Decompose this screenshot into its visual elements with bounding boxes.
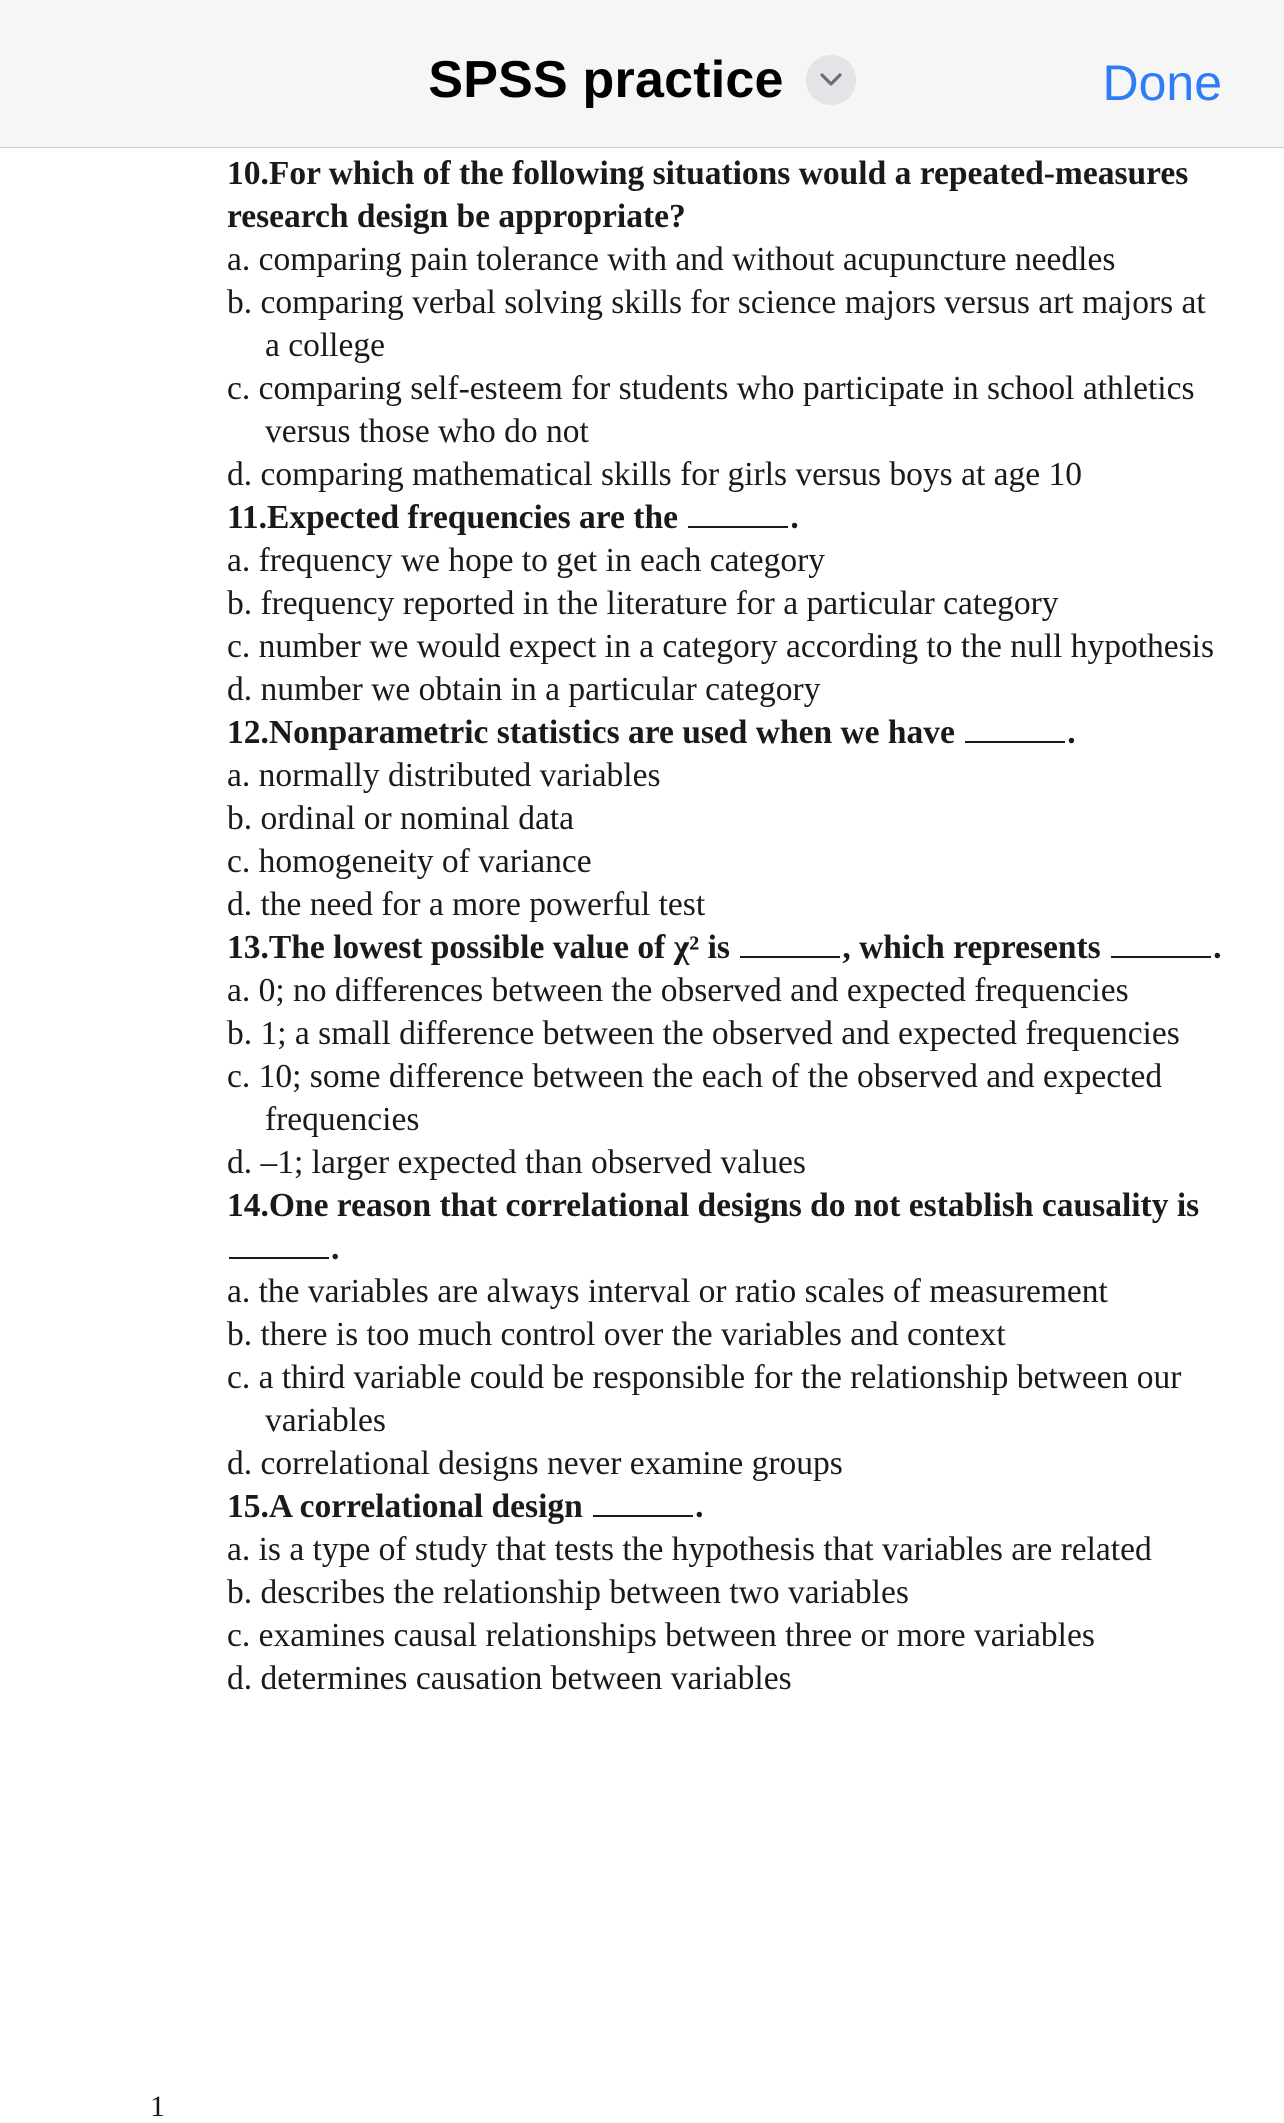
done-button[interactable]: Done	[1102, 55, 1222, 111]
question-prompt: 10.For which of the following situations would a repeated-measures research design be appropriate?	[227, 155, 1189, 235]
answer-option: b. ordinal or nominal data	[227, 800, 575, 837]
answer-option: c. homogeneity of variance	[227, 843, 592, 880]
answer-option: a. 0; no differences between the observed and expected frequencies	[227, 972, 1129, 1009]
answer-option: b. frequency reported in the literature for a particular category	[227, 585, 1059, 622]
question-15	[227, 1485, 1227, 1700]
question-prompt	[227, 926, 1227, 969]
question-prompt	[227, 1485, 1227, 1528]
answer-blank	[229, 1229, 329, 1259]
title-menu-button[interactable]	[806, 55, 856, 105]
prompt-text: 15.A correlational design	[227, 1488, 583, 1525]
answer-option: d. –1; larger expected than observed values	[227, 1144, 806, 1181]
question-11	[227, 496, 1227, 711]
question-13	[227, 926, 1227, 1184]
prompt-text: 11.Expected frequencies are the	[227, 499, 678, 536]
prompt-end: .	[695, 1488, 704, 1525]
top-navigation-bar	[0, 0, 1284, 148]
prompt-end: .	[790, 499, 799, 536]
answer-option: d. correlational designs never examine groups	[227, 1445, 843, 1482]
answer-option: c. examines causal relationships between three or more variables	[227, 1617, 1095, 1654]
answer-option: d. the need for a more powerful test	[227, 886, 706, 923]
prompt-text: 12.Nonparametric statistics are used when we have	[227, 714, 955, 751]
answer-blank	[740, 928, 840, 958]
question-10	[227, 152, 1227, 496]
answer-option: a. is a type of study that tests the hypothesis that variables are related	[227, 1531, 1152, 1568]
answer-option: c. number we would expect in a category according to the null hypothesis	[227, 628, 1215, 665]
answer-option: b. describes the relationship between two variables	[227, 1574, 909, 1611]
prompt-text: 14.One reason that correlational designs do not establish causality is	[227, 1187, 1200, 1224]
question-prompt	[227, 711, 1227, 754]
answer-blank	[593, 1487, 693, 1517]
answer-option: c. comparing self-esteem for students who participate in school athletics versus those who do not	[227, 370, 1195, 450]
answer-blank	[965, 713, 1065, 743]
page-number-partial: 1	[150, 2090, 165, 2123]
chevron-down-icon	[820, 73, 842, 87]
answer-option: c. a third variable could be responsible for the relationship between our variables	[227, 1359, 1182, 1439]
answer-option: a. comparing pain tolerance with and without acupuncture needles	[227, 241, 1116, 278]
document-content	[227, 152, 1227, 1700]
prompt-end: .	[1213, 929, 1222, 966]
prompt-text-middle: , which represents	[842, 929, 1101, 966]
answer-option: a. normally distributed variables	[227, 757, 661, 794]
answer-option: b. 1; a small difference between the observed and expected frequencies	[227, 1015, 1180, 1052]
answer-option: a. the variables are always interval or ratio scales of measurement	[227, 1273, 1108, 1310]
question-prompt	[227, 1184, 1227, 1270]
document-title[interactable]: SPSS practice	[428, 51, 784, 109]
answer-option: d. number we obtain in a particular category	[227, 671, 821, 708]
answer-option: c. 10; some difference between the each of the observed and expected frequencies	[227, 1058, 1163, 1138]
prompt-text: 13.The lowest possible value of χ² is	[227, 929, 730, 966]
prompt-end: .	[331, 1230, 340, 1267]
answer-blank	[688, 498, 788, 528]
question-prompt	[227, 496, 1227, 539]
question-12	[227, 711, 1227, 926]
answer-option: b. comparing verbal solving skills for science majors versus art majors at a college	[227, 284, 1206, 364]
answer-blank	[1111, 928, 1211, 958]
answer-option: a. frequency we hope to get in each category	[227, 542, 826, 579]
prompt-end: .	[1067, 714, 1076, 751]
title-group[interactable]	[0, 50, 1284, 110]
answer-option: b. there is too much control over the variables and context	[227, 1316, 1006, 1353]
answer-option: d. determines causation between variables	[227, 1660, 792, 1697]
answer-option: d. comparing mathematical skills for girls versus boys at age 10	[227, 456, 1082, 493]
question-14	[227, 1184, 1227, 1485]
